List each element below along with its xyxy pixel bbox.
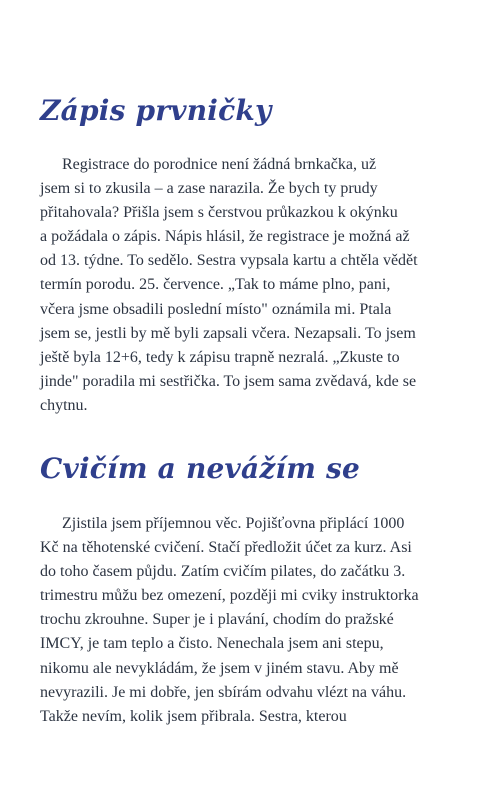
text-line: jsem si to zkusila – a zase narazila. Že bych ty prudy	[40, 180, 378, 198]
text-line: chytnu.	[40, 396, 88, 414]
paragraph-cvicim	[40, 512, 444, 729]
text-line: jsem se, jestli by mě byli zapsali včera. Nezapsali. To jsem	[40, 324, 416, 342]
text-line: trimestru můžu bez omezení, později mi cviky instruktorka	[40, 587, 419, 605]
text-line: termín porodu. 25. července. „Tak to máme plno, pani,	[40, 276, 391, 294]
text-line: a požádala o zápis. Nápis hlásil, že registrace je možná až	[40, 228, 410, 246]
text-line: ještě byla 12+6, tedy k zápisu trapně nezralá. „Zkuste to	[40, 348, 400, 366]
text-line: IMCY, je tam teplo a čisto. Nenechala jsem ani stepu,	[40, 635, 384, 653]
text-line: přitahovala? Přišla jsem s čerstvou průkazkou k okýnku	[40, 204, 398, 222]
text-line: včera jsme obsadili poslední místo" oznámila mi. Ptala	[40, 300, 392, 318]
section-heading-zapis: Zápis prvničky	[40, 94, 272, 127]
section-heading-cvicim: Cvičím a nevážím se	[40, 452, 361, 485]
paragraph-zapis	[40, 153, 444, 418]
text-line: Registrace do porodnice není žádná brnkačka, už	[62, 156, 377, 173]
text-line: od 13. týdne. To sedělo. Sestra vypsala kartu a chtěla vědět	[40, 252, 418, 270]
text-line: nikomu ale nevykládám, že jsem v jiném stavu. Aby mě	[40, 659, 399, 677]
text-line: Kč na těhotenské cvičení. Stačí předložit účet za kurz. Asi	[40, 539, 412, 557]
text-line: nevyrazili. Je mi dobře, jen sbírám odvahu vlézt na váhu.	[40, 683, 407, 701]
text-line: jinde" poradila mi sestřička. To jsem sama zvědavá, kde se	[40, 372, 417, 390]
text-line: trochu zkrouhne. Super je i plavání, chodím do pražské	[40, 611, 394, 629]
text-line: Takže nevím, kolik jsem přibrala. Sestra, kterou	[40, 707, 347, 725]
text-line: Zjistila jsem příjemnou věc. Pojišťovna připlácí 1000	[62, 515, 405, 532]
text-line: do toho časem půjdu. Zatím cvičím pilates, do začátku 3.	[40, 563, 406, 581]
